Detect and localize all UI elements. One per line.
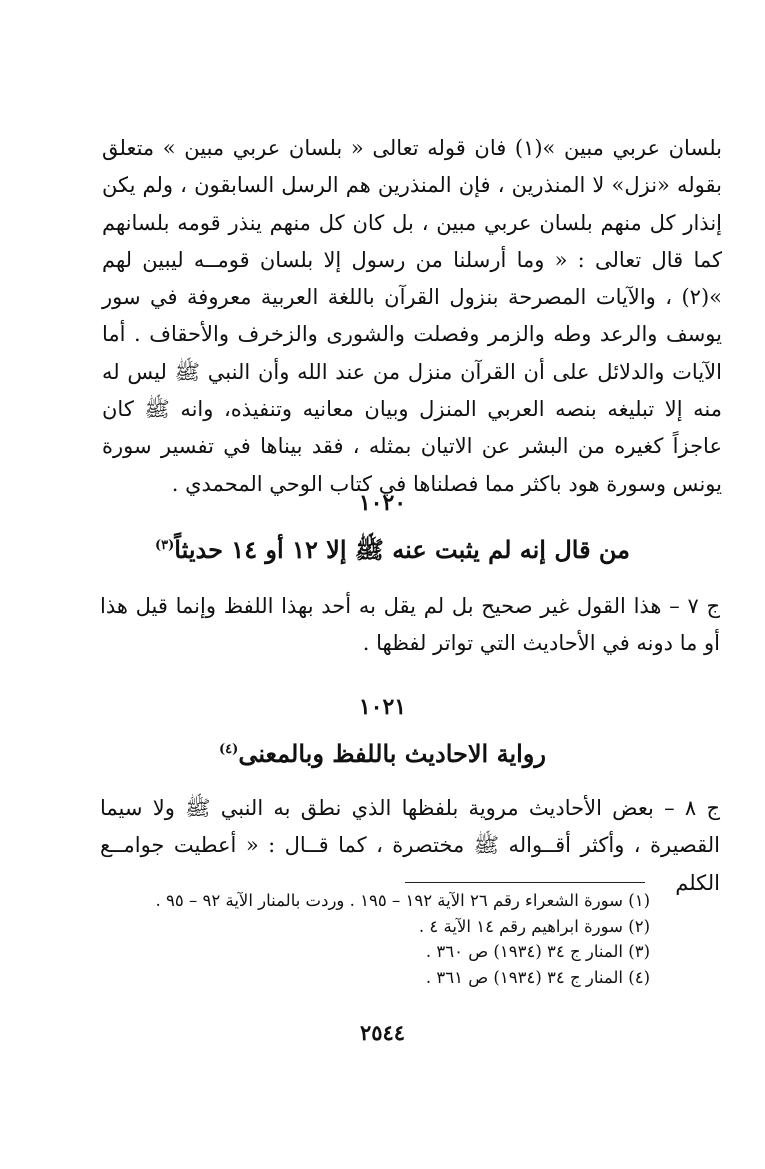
section-title-text: رواية الاحاديث باللفظ وبالمعنى bbox=[238, 739, 546, 768]
footnote: (٣) المنار ج ٣٤ (١٩٣٤) ص ٣٦٠ . bbox=[425, 942, 650, 961]
answer-paragraph: ج ٨ – بعض الأحاديث مروية بلفظها الذي نطق به النبي ﷺ ولا سيما القصيرة ، وأكثر أقــواله ﷺ مختصرة ، كما قــال : « أعطيت جوامــع الكلم bbox=[100, 796, 721, 895]
section-number: ١٠٢١ bbox=[358, 694, 407, 720]
page-number: ٢٥٤٤ bbox=[359, 1020, 406, 1045]
section-title-text: من قال إنه لم يثبت عنه ﷺ إلا ١٢ أو ١٤ حديثاً bbox=[174, 535, 631, 564]
footnotes-list bbox=[102, 888, 650, 990]
body-paragraph: بلسان عربي مبين »(١) فان قوله تعالى « بلسان عربي مبين » متعلق بقوله «نزل» لا المنذرين ، فإن المنذرين هم الرسل السابقون ، ولم يكن إنذار كل منهم بلسان عربي مبين ، بل كان كل منهم ينذر قومه بلسانهم كما قال تعالى : « وما أرسلنا من رسول إلا بلسان قومــه ليبين لهم »(٢) ، والآيات المصرحة بنزول القرآن باللغة العربية معروفة في سور يوسف والرعد وطه والزمر وفصلت والشورى والزخرف والأحقاف . أما الآيات والدلائل على أن القرآن منزل من عند الله وأن النبي ﷺ ليس له منه إلا تبليغه بنصه العربي المنزل وبيان معانيه وتنفيذه، وانه ﷺ كان عاجزاً كغيره من البشر عن الاتيان بمثله ، فقد بيناها في تفسير سورة يونس وسورة هود باكثر مما فصلناها في كتاب الوحي المحمدي . bbox=[102, 136, 722, 496]
section-title bbox=[0, 738, 765, 770]
footnote: (٤) المنار ج ٣٤ (١٩٣٤) ص ٣٦١ . bbox=[425, 967, 650, 987]
footnote-marker: (٤) bbox=[219, 742, 239, 757]
footnote-separator bbox=[405, 882, 645, 883]
footnote-marker: (٣) bbox=[154, 538, 175, 553]
answer-paragraph: ج ٧ – هذا القول غير صحيح بل لم يقل به أحد بهذا اللفظ وإنما قيل هذا أو ما دونه في الأحاديث التي تواتر لفظها . bbox=[100, 594, 721, 656]
footnote: (١) سورة الشعراء رقم ٢٦ الآية ١٩٢ – ١٩٥ . وردت بالمنار الآية ٩٢ – ٩٥ . bbox=[155, 891, 650, 910]
footnote: (٢) سورة ابراهيم رقم ١٤ الآية ٤ . bbox=[418, 916, 650, 936]
section-title bbox=[10, 534, 765, 566]
section-number: ١٠٢٠ bbox=[358, 490, 407, 516]
